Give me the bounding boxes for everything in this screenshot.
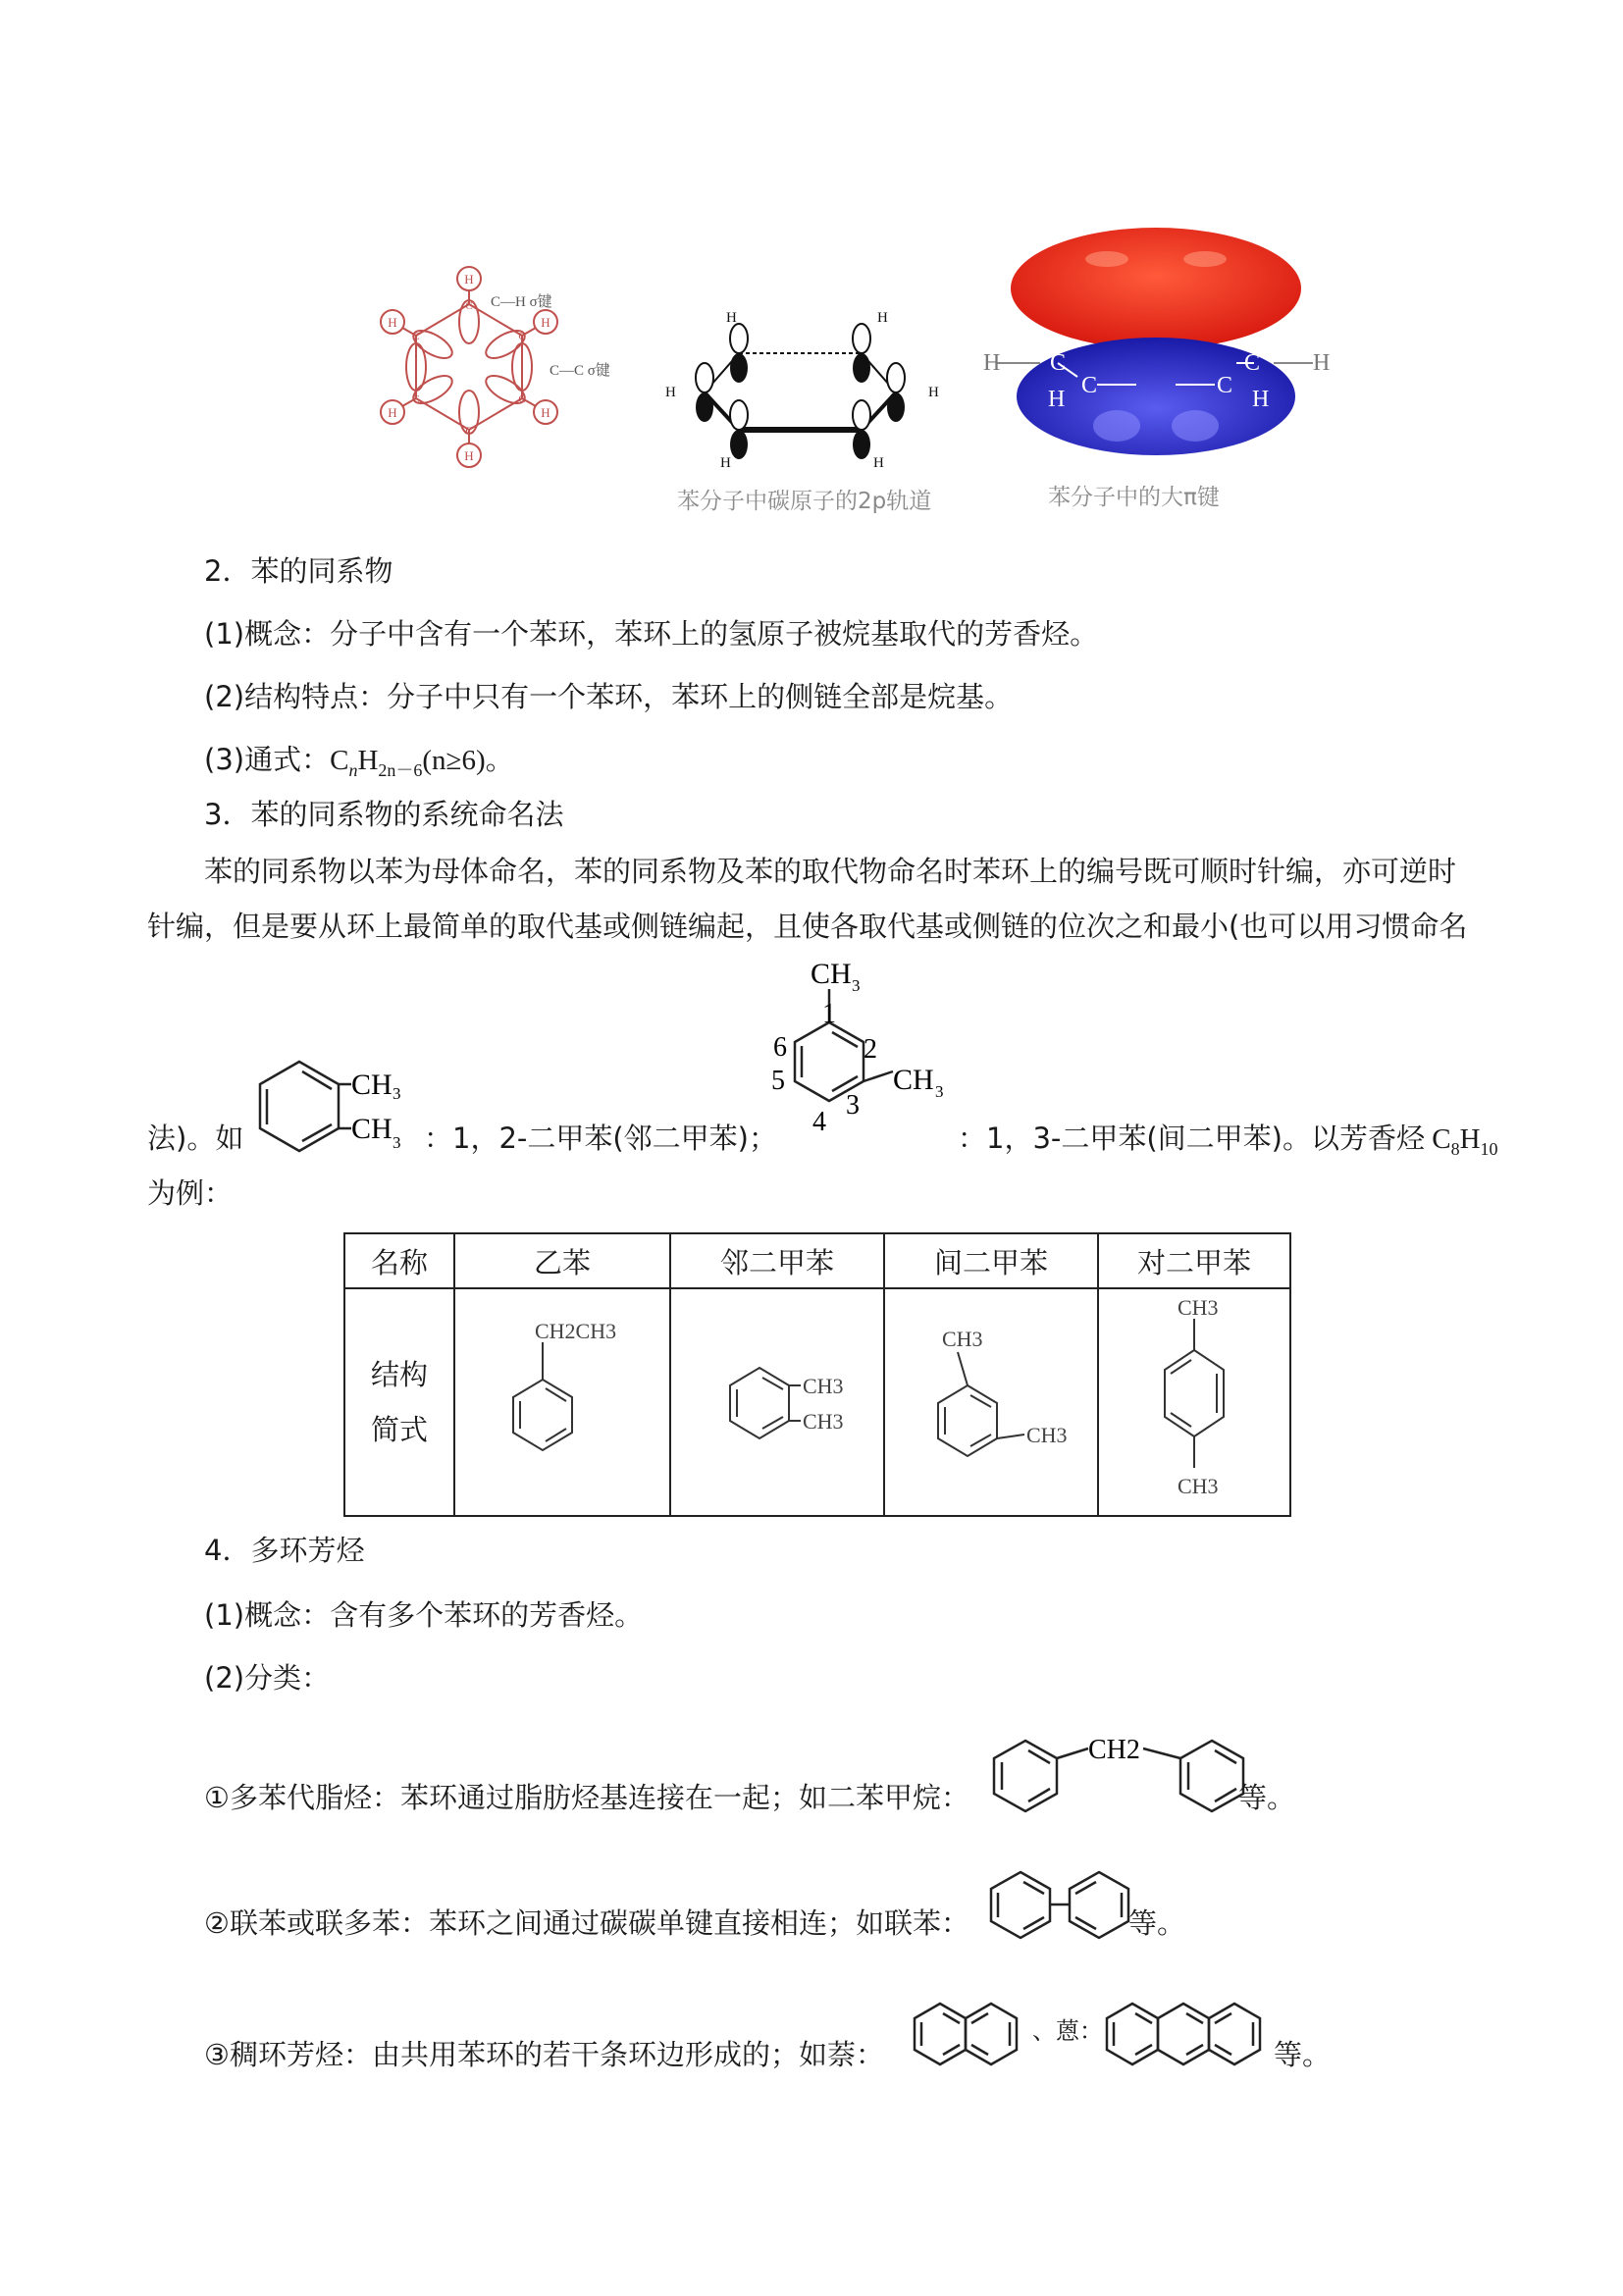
h-label: H — [1048, 387, 1066, 412]
h-label: H — [877, 310, 888, 326]
ch3-label: CH3 — [1178, 1473, 1219, 1498]
diphenylmethane-structure — [986, 1729, 1251, 1817]
position-number: 4 — [812, 1107, 826, 1137]
ch3-label: CH3 — [1178, 1294, 1219, 1320]
h-label: H — [541, 405, 550, 420]
h-label: H — [928, 385, 939, 400]
table-header-cell: 乙苯 — [454, 1233, 670, 1288]
p-xylene-structure — [1101, 1291, 1287, 1507]
h-label: H — [1252, 387, 1270, 412]
sub-3: 3 — [393, 1084, 401, 1103]
naming-example-line: ：1，2-二甲苯(邻二甲苯)； — [424, 1122, 777, 1155]
c-label: C — [465, 425, 473, 437]
sub-3: 3 — [393, 1133, 401, 1152]
c-label: C — [518, 331, 526, 342]
pi-bond-figure — [979, 220, 1333, 465]
h-label: H — [726, 310, 737, 326]
ortho-xylene-structure — [245, 1050, 422, 1158]
class-item-2: ②联苯或联多苯：苯环之间通过碳碳单键直接相连；如联苯： — [204, 1906, 969, 1940]
naphthalene-structure — [909, 1996, 1026, 2074]
c-label: C — [1081, 373, 1098, 398]
sigma-bond-figure — [353, 265, 677, 520]
p-orbital-caption: 苯分子中碳原子的2p轨道 — [677, 489, 932, 514]
m-xylene-cell — [884, 1288, 1098, 1516]
position-number: 1 — [822, 999, 836, 1029]
ch3-label: CH — [351, 1113, 393, 1145]
table-header-cell: 邻二甲苯 — [670, 1233, 884, 1288]
etc-text: 等。 — [1238, 1781, 1296, 1814]
c-label: C — [1217, 373, 1233, 398]
row-label: 结构 — [370, 1358, 428, 1391]
ch3-label: CH — [351, 1069, 393, 1101]
row-label-cell — [344, 1288, 454, 1516]
section-4-title: 4．多环芳烃 — [204, 1534, 365, 1567]
h-label: H — [1313, 350, 1331, 376]
h-label: H — [541, 315, 550, 330]
general-formula: $C_nH_{2n-6}(n\ge 6)$。 — [330, 745, 514, 780]
c-label: C — [412, 393, 420, 405]
position-number: 6 — [773, 1032, 787, 1063]
ch3-label: CH3 — [803, 1408, 844, 1434]
p-xylene-cell — [1098, 1288, 1290, 1516]
position-number: 5 — [771, 1066, 785, 1096]
table-header-cell: 对二甲苯 — [1098, 1233, 1290, 1288]
biphenyl-structure — [983, 1864, 1140, 1943]
naming-example-line: 法)。如 — [147, 1122, 244, 1155]
naming-example-line: ：1，3-二甲苯(间二甲苯)。以芳香烃 $C_8H_{10}$ — [958, 1122, 1498, 1159]
h-label: H — [983, 350, 1001, 376]
h-label: H — [665, 385, 676, 400]
ch3-label: CH3 — [1026, 1422, 1068, 1447]
cc-sigma-label: C—C σ键 — [550, 363, 610, 379]
sub-3: 3 — [852, 976, 861, 995]
ch2-label: CH2 — [1088, 1735, 1140, 1765]
h-label: H — [873, 455, 884, 471]
ethylbenzene-structure — [464, 1291, 660, 1507]
meta-xylene-numbered-structure — [756, 962, 962, 1148]
ethyl-label: CH2CH3 — [535, 1318, 617, 1343]
naming-paragraph-line: 苯的同系物以苯为母体命名，苯的同系物及苯的取代物命名时苯环上的编号既可顺时针编，亦可逆时 — [204, 855, 1457, 888]
etc-text: 等。 — [1274, 2038, 1332, 2071]
anthracene-label: 、蒽： — [1032, 2017, 1103, 2045]
position-number: 2 — [864, 1034, 877, 1065]
ch3-label: CH3 — [803, 1373, 844, 1398]
ch-sigma-label: C—H σ键 — [491, 294, 552, 310]
h-label: H — [720, 455, 731, 471]
example-intro: 为例： — [147, 1176, 234, 1210]
c8h10-formula: $C_8H_{10}$ — [1432, 1123, 1498, 1159]
o-xylene-cell — [670, 1288, 884, 1516]
o-xylene-structure — [679, 1291, 875, 1507]
section-3-title: 3．苯的同系物的系统命名法 — [204, 798, 564, 831]
table-header-cell: 名称 — [344, 1233, 454, 1288]
h-label: H — [388, 315, 397, 330]
m-xylene-structure — [893, 1291, 1089, 1507]
class-item-1: ①多苯代脂烃：苯环通过脂肪烃基连接在一起；如二苯甲烷： — [204, 1781, 969, 1814]
c-label: C — [1244, 350, 1261, 376]
naming-paragraph-line: 针编，但是要从环上最简单的取代基或侧链编起，且使各取代基或侧链的位次之和最小(也可以用习惯命名 — [147, 910, 1468, 943]
h-label: H — [464, 448, 474, 463]
ch3-label: CH3 — [942, 1326, 983, 1351]
concept-line: (1)概念：分子中含有一个苯环，苯环上的氢原子被烷基取代的芳香烃。 — [204, 617, 1099, 651]
section-2-title: 2．苯的同系物 — [204, 554, 393, 588]
xylene-comparison-table — [343, 1232, 1291, 1517]
concept-line: (1)概念：含有多个苯环的芳香烃。 — [204, 1598, 644, 1632]
table-row — [344, 1288, 1290, 1516]
ch3-label: CH — [811, 962, 852, 990]
position-number: 3 — [846, 1090, 860, 1121]
table-header-cell: 间二甲苯 — [884, 1233, 1098, 1288]
table-header-row — [344, 1233, 1290, 1288]
c-label: C — [518, 393, 526, 405]
c-label: C — [412, 331, 420, 342]
sub-3: 3 — [935, 1082, 944, 1101]
h-label: H — [388, 405, 397, 420]
c-label: C — [465, 300, 473, 312]
etc-text: 等。 — [1128, 1906, 1186, 1940]
classify-line: (2)分类： — [204, 1661, 331, 1695]
h-label: H — [464, 272, 474, 287]
ethylbenzene-cell — [454, 1288, 670, 1516]
class-item-3: ③稠环芳烃：由共用苯环的若干条环边形成的；如萘： — [204, 2038, 884, 2071]
pi-bond-caption: 苯分子中的大π键 — [1048, 485, 1220, 510]
ch3-label: CH — [893, 1064, 934, 1096]
general-formula-line: (3)通式：$C_nH_{2n-6}(n\ge 6)$。 — [204, 743, 514, 780]
row-label: 简式 — [370, 1413, 428, 1446]
feature-line: (2)结构特点：分子中只有一个苯环，苯环上的侧链全部是烷基。 — [204, 680, 1014, 713]
c-label: C — [1050, 350, 1067, 376]
anthracene-structure — [1101, 1996, 1270, 2074]
